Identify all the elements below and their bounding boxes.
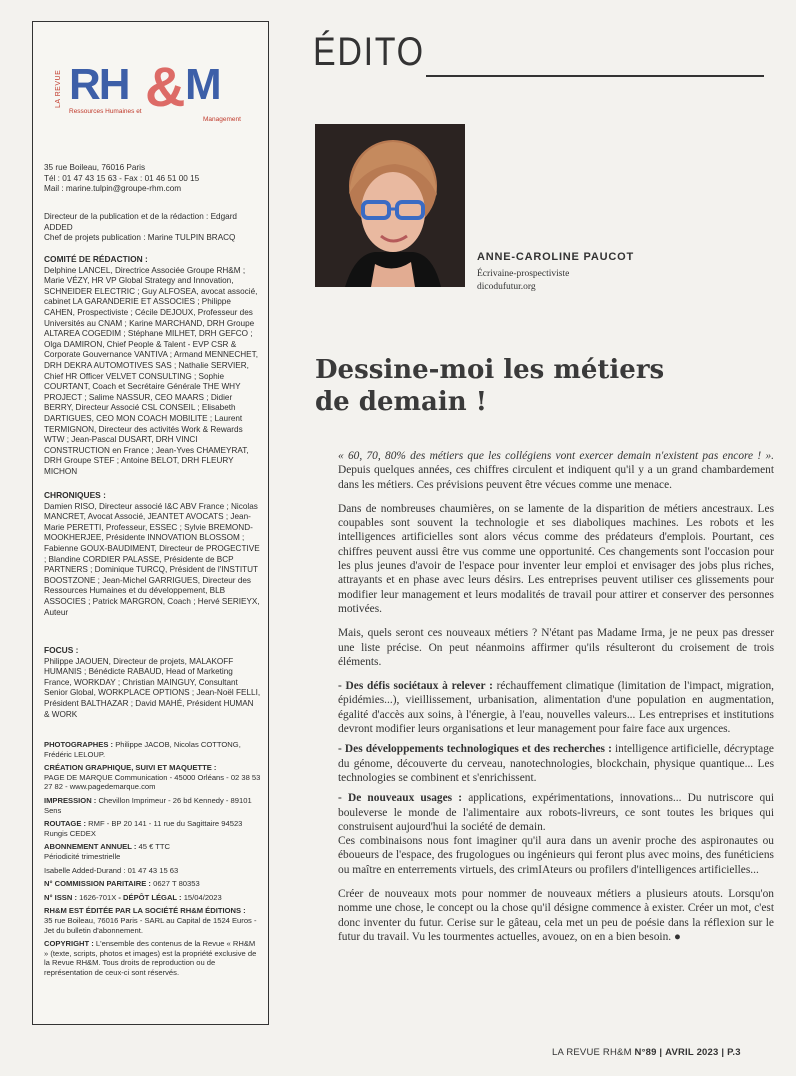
focus-block [44,645,261,724]
paragraph-8: Créer de nouveaux mots pour nommer de nouveaux métiers a plusieurs atouts. Lorsqu'on nomme une chose, le concept ou la chose qu'il désigne commence à exister. Créer un mot, c'est donc inventer du futur. Cerise sur le gâteau, cela met un peu de poésie dans la réflexion sur le futur du travail. Vu les tourmentes actuelles, avouez, on en a bien besoin. ● [338,888,774,943]
paragraph-2: Dans de nombreuses chaumières, on se lamente de la disparition de métiers ancestraux. Les coupables sont souvent la technologie et ses diaboliques machines. Les robots et les intelligences artificielles sont alors vécus comme des prédateurs d'emplois. Pourtant, ces chiffres peuvent aussi être vus comme une opportunité. Ces changements sont l'occasion pour les plus jeunes d'avoir de l'espace pour inventer leur emploi et envisager des jobs plus riches, attrayants et en phase avec leurs désirs. Les entreprises peuvent utiliser ces glissements pour modifier leur management et leurs modalités de travail pour attirer et conserver des personnes motivées. [338,502,774,615]
comite-heading: COMITÉ DE RÉDACTION : [44,254,148,264]
commission-label: N° COMMISSION PARITAIRE : [44,879,151,889]
photographes-label: PHOTOGRAPHES : [44,740,114,749]
footer-issue: N°89 [634,1047,657,1058]
address-block [44,163,261,195]
abonnement-label: ABONNEMENT ANNUEL : [44,842,137,852]
commission-value: 0627 T 80353 [153,879,200,889]
address-line: 35 rue Boileau, 76016 Paris [44,163,146,172]
paragraph-3: Mais, quels seront ces nouveaux métiers ? N'étant pas Madame Irma, je ne peux pas dresser une liste précise. On peut néanmoins affirmer qu'ils résulteront du croisement de trois éléments. [338,627,774,668]
abonnement-value: 45 € TTC [138,842,171,852]
project-chief-line: Chef de projets publication : Marine TULPIN BRACQ [44,233,236,243]
defis-heading: - Des défis sociétaux à relever : [338,680,493,693]
author-name: ANNE-CAROLINE PAUCOT [477,251,634,263]
logo-sub-left: Ressources Humaines et [69,108,142,115]
contact-line: Isabelle Added-Durand : 01 47 43 15 63 [44,865,179,875]
portrait-illustration [315,124,465,287]
logo-rh: RH [69,60,129,109]
logo-m: M [185,60,222,109]
tech-text: intelligence artificielle, décryptage du génome, découverte du cerveau, nanotechnologies, blockchain, physique quantique... Les technologies se combinent et s'enrichissent. [338,743,774,784]
usages-text: applications, expérimentations, innovations... Du nutriscore qui bouleverse le monde de l'alimentaire aux robots-livreurs, ce sont toutes les briques qui construisent aujourd'hui la société de demain. [338,792,774,833]
phone-line: Tél : 01 47 43 15 63 - Fax : 01 46 51 00 15 [44,173,200,183]
article-body [338,449,774,954]
chroniques-text: Damien RISO, Directeur associé I&C ABV France ; Nicolas MANCRET, Avocat Associé, JEANTET AVOCATS ; Jean-Marie PERETTI, Professeur, ESSEC ; Sylvie BREMOND-MOOKHERJEE, Présidente INNOVATION BLOSSOM ; Fabienne GOUX-BAUDIMENT, Directeur de PROGECTIVE ; Blandine CORDIER PALASSE, Présidente de BCP PARTNERS ; Dominique TURCQ, Président de l'INSTITUT BOOSTZONE ; Jean-Michel GARRIGUES, Directeur des Ressources Humaines et du développement, BLB ASSOCIES ; Patrick MARGRON, Coach ; Hervé SERIEYX, Auteur [44,501,260,617]
usages-heading: - De nouveaux usages : [338,792,463,805]
page-footer: LA REVUE RH&M N°89 | AVRIL 2023 | P.3 [552,1047,741,1058]
depot-value: 15/04/2023 [183,892,222,902]
issn-label: N° ISSN : [44,892,77,902]
direction-block [44,212,261,244]
edito-title: ÉDITO [313,30,425,74]
impression-text: Chevillon Imprimeur - 26 bd Kennedy - 89101 Sens [44,795,252,815]
paragraph-intro [338,449,774,492]
intro-quote: « 60, 70, 80% des métiers que les collégiens vont exercer demain n'existent pas encore ! ». [338,450,774,462]
author-role-block [477,268,569,294]
copyright-label: COPYRIGHT : [44,939,94,949]
headline-line-2: de demain ! [315,387,488,417]
logo-revue: LA REVUE [55,69,62,108]
footer-page: P.3 [727,1047,741,1058]
credits-block [44,740,261,981]
director-line: Directeur de la publication et de la rédaction : Edgard ADDED [44,212,237,232]
tech-heading: - Des développements technologiques et des recherches : [338,743,612,756]
comite-text: Delphine LANCEL, Directrice Associée Groupe RH&M ; Marie VÉZY, HR VP Global Strategy and Innovation, SCHNEIDER ELECTRIC ; Guy ALFOSEA, avocat associé, cabinet LA GARANDERIE ET ASSOCIES ; Philippe CAHEN, Prospectiviste ; Cécile DEJOUX, Professeur des Universités au CNAM ; Karine MARCHAND, DRH Groupe ALTAREA COGEDIM ; Stéphane MILHET, DRH GEFCO ; Olga DAMIRON, Chief People & Talent - EVP CSR & Corporate Gouvernance VANTIVA ; Armand MENNECHET, DRH DEKRA AUTOMOTIVES SAS ; Nathalie SERVIER, Chief HR Officer VELVET CONSULTING ; Sophie COURTANT, Coach et Secrétaire Générale THE WHY PROJECT ; Salime NASSUR, CEO MAARS ; Didier BERRY, Directeur Associé CSL CONSEIL ; Elisabeth DARTIGUES, CEO MON COACH MOBILITE ; Laurent TERMIGNON, Directeur des activités Work & Rewards WTW ; Jean-Pascal DUSART, DRH VINCI CONSTRUCTION en France ; Jean-Yves CHAMEYRAT, DRH Groupe STEF ; Antoine BELOT, DRH FLEURY MICHON [44,265,259,476]
mail-line: Mail : marine.tulpin@groupe-rhm.com [44,184,182,194]
author-site: dicodufutur.org [477,282,536,292]
depot-label: - DÉPÔT LÉGAL : [118,892,182,902]
masthead-sidebar [32,21,269,1025]
focus-heading: FOCUS : [44,645,79,655]
issn-value: 1626-701X [79,892,117,902]
footer-revue: LA REVUE RH&M [552,1047,632,1058]
routage-text: RMF - BP 20 141 - 11 rue du Sagittaire 94523 Rungis CEDEX [44,819,243,838]
chroniques-heading: CHRONIQUES : [44,490,106,500]
photographes-text: Philippe JACOB, Nicolas COTTONG, Frédéric LELOUP. [44,740,241,759]
creation-text: PAGE DE MARQUE Communication - 45000 Orléans - 02 38 53 27 82 - www.pagedemarque.com [44,772,261,792]
rhm-logo [55,55,255,130]
edito-rule [426,75,764,77]
article-headline [315,354,755,418]
paragraph-usages [338,791,774,834]
paragraph-7: Ces combinaisons nous font imaginer qu'il aura dans un avenir proche des aspironautes ou éboueurs de l'espace, des frugologues ou ingénieurs qui feront plus avec moins, des funéticiens ou maître en enterrements virtuels, des crimIAteurs ou profilers d'intelligences artificielles... [338,835,774,876]
logo-sub-right: Management [203,116,241,123]
paragraph-defis [338,679,774,736]
defis-text: réchauffement climatique (limitation de l'impact, migration, épidémies...), vieillissement, urbanisation, alimentation d'une population en augmentation, égalité d'accès aux soins, à l'énergie, à l'eau, nouvelles valeurs... Les entreprises et institutions devront modifier leurs organisations et leur management pour faire face aux urgences. [338,680,774,736]
editee-label: RH&M EST ÉDITÉE PAR LA SOCIÉTÉ RH&M ÉDITIONS : [44,906,246,916]
focus-text: Philippe JAOUEN, Directeur de projets, MALAKOFF HUMANIS ; Bénédicte RABAUD, Head of Marketing France, WORKDAY ; Christian MAINGUY, Consultant Senior Global, WORKPLACE OPTIONS ; Jean-Noël FELLI, Président BALTHAZAR ; David MAHÉ, Président HUMAN & WORK [44,656,261,719]
footer-date: AVRIL 2023 [665,1047,719,1058]
chroniques-block [44,490,261,622]
logo-amp: & [145,55,186,118]
editee-text: 35 rue Boileau, 76016 Paris - SARL au Capital de 1524 Euros - Jet du bulletin d'abonnement. [44,915,257,935]
impression-label: IMPRESSION : [44,795,97,805]
paragraph-tech [338,742,774,785]
routage-label: ROUTAGE : [44,819,87,829]
headline-line-1: Dessine-moi les métiers [315,355,665,385]
author-photo [315,124,465,287]
intro-rest: Depuis quelques années, ces chiffres circulent et indiquent qu'il y a un grand chambardement dans les métiers. Ces prévisions peuvent être vécues comme une menace. [338,464,774,491]
comite-block [44,254,261,481]
creation-label: CRÉATION GRAPHIQUE, SUIVI ET MAQUETTE : [44,763,217,773]
abonnement-text: Périodicité trimestrielle [44,851,121,861]
copyright-text: L'ensemble des contenus de la Revue « RH&M » (texte, scripts, photos et images) est la propriété exclusive de la Revue RH&M. Tous droits de reproduction ou de représentation de ceux-ci sont réservés. [44,939,257,977]
author-role: Écrivaine-prospectiviste [477,269,570,279]
